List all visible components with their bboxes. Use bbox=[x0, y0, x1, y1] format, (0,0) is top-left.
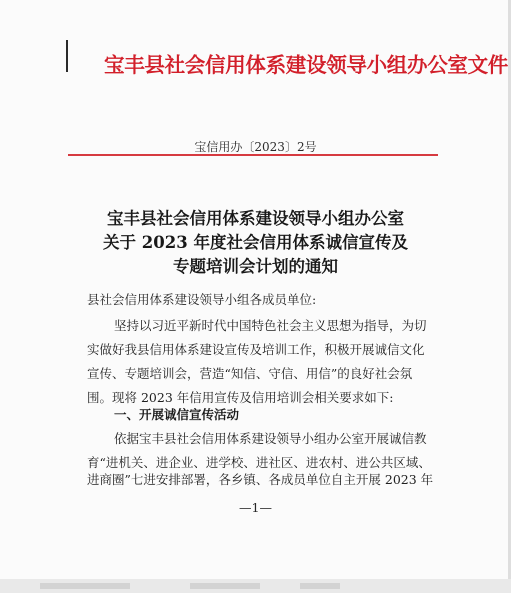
notice-title-line-1: 宝丰县社会信用体系建设领导小组办公室 bbox=[107, 209, 404, 228]
bottom-scan-strip bbox=[0, 579, 511, 593]
page-number: —1— bbox=[239, 500, 272, 515]
notice-title-line-3: 专题培训会计划的通知 bbox=[173, 257, 338, 276]
paragraph-line: 坚持以习近平新时代中国特色社会主义思想为指导，为切 bbox=[114, 318, 427, 333]
notice-title-line-2: 关于 2023 年度社会信用体系诚信宣传及 bbox=[103, 233, 408, 252]
binding-mark bbox=[66, 40, 68, 72]
scan-strip-segment bbox=[190, 583, 260, 589]
paragraph-line: 实做好我县信用体系建设宣传及培训工作，积极开展诚信文化 bbox=[87, 342, 425, 357]
section-heading: 一、开展诚信宣传活动 bbox=[114, 407, 240, 422]
paragraph-line: 育“进机关、进企业、进学校、进社区、进农村、进公共区域、 bbox=[87, 455, 431, 470]
issuing-office-header: 宝丰县社会信用体系建设领导小组办公室文件 bbox=[104, 53, 508, 77]
paragraph-line: 依据宝丰县社会信用体系建设领导小组办公室开展诚信教 bbox=[114, 431, 427, 446]
paragraph-line: 围。现将 2023 年信用宣传及信用培训会相关要求如下: bbox=[87, 390, 394, 405]
scan-strip-segment bbox=[40, 583, 130, 589]
document-number: 宝信用办〔2023〕2号 bbox=[194, 140, 317, 154]
scan-strip-segment bbox=[300, 583, 340, 589]
paragraph-line: 宣传、专题培训会，营造“知信、守信、用信”的良好社会氛 bbox=[87, 366, 413, 381]
paragraph-line: 进商圈”七进安排部署，各乡镇、各成员单位自主开展 2023 年 bbox=[87, 472, 434, 487]
salutation: 县社会信用体系建设领导小组各成员单位: bbox=[87, 292, 317, 307]
red-divider-line bbox=[68, 154, 438, 156]
